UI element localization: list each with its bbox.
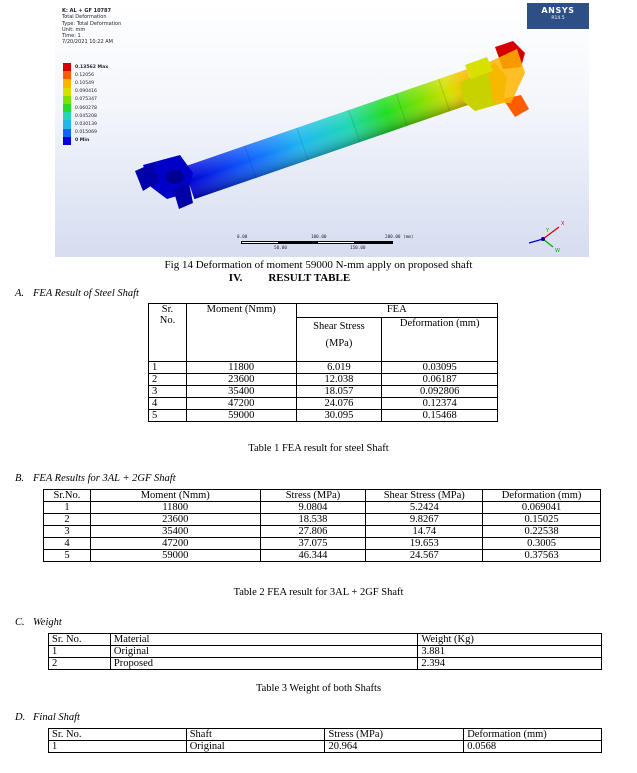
table-cell: 4 bbox=[44, 538, 91, 550]
table-cell: 5.2424 bbox=[366, 502, 483, 514]
table-row bbox=[149, 374, 498, 386]
table-row bbox=[149, 362, 498, 374]
table-cell: 11800 bbox=[186, 362, 296, 374]
legend-row: 0.10549 bbox=[63, 79, 108, 87]
legend-row: 0.060278 bbox=[63, 104, 108, 112]
legend-row: 0.015069 bbox=[63, 129, 108, 137]
table-cell: Original bbox=[186, 741, 325, 753]
table-cell: 0.15468 bbox=[382, 410, 498, 422]
legend-row: 0.030139 bbox=[63, 120, 108, 128]
header-shear: Shear Stress (MPa) bbox=[296, 318, 382, 362]
table-cell: 37.075 bbox=[260, 538, 366, 550]
header-material: Material bbox=[110, 634, 417, 646]
shaft-tube bbox=[183, 69, 478, 199]
table-cell: 18.538 bbox=[260, 514, 366, 526]
table-cell: 1 bbox=[49, 741, 187, 753]
header-moment: Moment (Nmm) bbox=[90, 490, 260, 502]
result-info-line: 7/20/2021 10:22 AM bbox=[62, 39, 113, 46]
header-deformation: Deformation (mm) bbox=[483, 490, 601, 502]
steel-shaft-table bbox=[148, 303, 498, 422]
axis-y-label: Y bbox=[546, 228, 550, 234]
table-cell: 4 bbox=[149, 398, 187, 410]
table-cell: 2 bbox=[49, 658, 111, 670]
axis-x-label: X bbox=[561, 221, 565, 227]
section-b-title: B. FEA Results for 3AL + 2GF Shaft bbox=[15, 473, 176, 484]
table-row bbox=[149, 398, 498, 410]
legend-row: 0.090416 bbox=[63, 88, 108, 96]
table-cell: 23600 bbox=[90, 514, 260, 526]
table-2-caption: Table 2 FEA result for 3AL + 2GF Shaft bbox=[233, 587, 404, 598]
table-cell: 59000 bbox=[90, 550, 260, 562]
table-cell: 18.057 bbox=[296, 386, 382, 398]
legend-row: 0.075347 bbox=[63, 96, 108, 104]
table-cell: 2 bbox=[149, 374, 187, 386]
header-deformation: Deformation (mm) bbox=[464, 729, 602, 741]
section-a-title: A. FEA Result of Steel Shaft bbox=[15, 288, 139, 299]
table-cell: 59000 bbox=[186, 410, 296, 422]
table-cell: 2 bbox=[44, 514, 91, 526]
table-cell: 47200 bbox=[186, 398, 296, 410]
table-cell: 0.3005 bbox=[483, 538, 601, 550]
table-header-row bbox=[149, 304, 498, 318]
scale-segment bbox=[317, 241, 355, 244]
header-stress: Stress (MPa) bbox=[260, 490, 366, 502]
result-info-line: Total Deformation bbox=[62, 14, 107, 21]
table-row bbox=[149, 410, 498, 422]
table-row bbox=[49, 646, 602, 658]
left-yoke bbox=[135, 155, 193, 209]
table-row bbox=[44, 514, 601, 526]
scale-segment bbox=[355, 241, 393, 244]
table-cell: 0.069041 bbox=[483, 502, 601, 514]
scale-label: 0.00 bbox=[237, 235, 248, 240]
table-cell: Original bbox=[110, 646, 417, 658]
scale-label: 150.00 bbox=[350, 246, 366, 251]
axis-z-label: W bbox=[555, 248, 560, 253]
table-row bbox=[44, 538, 601, 550]
header-sr: Sr. No. bbox=[149, 304, 187, 362]
ansys-logo: ANSYS R14.5 bbox=[527, 3, 589, 29]
section-heading bbox=[0, 272, 637, 284]
final-shaft-table bbox=[48, 728, 602, 753]
result-info-line: Unit: mm bbox=[62, 26, 86, 33]
weight-table bbox=[48, 633, 602, 670]
table-row bbox=[44, 502, 601, 514]
table-cell: 1 bbox=[44, 502, 91, 514]
legend-row: 0.13562 Max bbox=[63, 63, 108, 71]
result-title: K: AL + GF 10787 bbox=[62, 8, 111, 14]
table-cell: 20.964 bbox=[325, 741, 464, 753]
table-cell: 19.653 bbox=[366, 538, 483, 550]
table-cell: 0.15025 bbox=[483, 514, 601, 526]
scale-segment bbox=[241, 241, 279, 244]
heading-numeral: IV. bbox=[228, 272, 243, 284]
table-cell: 47200 bbox=[90, 538, 260, 550]
table-cell: 0.0568 bbox=[464, 741, 602, 753]
table-cell: 35400 bbox=[186, 386, 296, 398]
scale-label: 100.00 bbox=[311, 235, 327, 240]
table-row bbox=[44, 526, 601, 538]
table-cell: 1 bbox=[49, 646, 111, 658]
ansys-result-viewport bbox=[55, 3, 589, 257]
table-cell: Proposed bbox=[110, 658, 417, 670]
composite-shaft-table bbox=[43, 489, 601, 562]
table-3-caption: Table 3 Weight of both Shafts bbox=[255, 683, 382, 694]
right-yoke bbox=[460, 41, 529, 117]
result-info-line: Type: Total Deformation bbox=[62, 20, 122, 27]
figure-caption: Fig 14 Deformation of moment 59000 N-mm apply on proposed shaft bbox=[164, 259, 473, 271]
legend-row: 0.045208 bbox=[63, 112, 108, 120]
table-cell: 1 bbox=[149, 362, 187, 374]
table-cell: 30.095 bbox=[296, 410, 382, 422]
table-row bbox=[149, 386, 498, 398]
table-row bbox=[44, 550, 601, 562]
table-cell: 0.37563 bbox=[483, 550, 601, 562]
legend-row: 0.12056 bbox=[63, 71, 108, 79]
table-header-row bbox=[44, 490, 601, 502]
table-cell: 3.881 bbox=[418, 646, 602, 658]
header-shaft: Shaft bbox=[186, 729, 325, 741]
header-fea: FEA bbox=[296, 304, 497, 318]
heading-title: RESULT TABLE bbox=[268, 272, 351, 284]
header-weight: Weight (Kg) bbox=[418, 634, 602, 646]
header-sr: Sr. No. bbox=[49, 634, 111, 646]
legend-row: 0 Min bbox=[63, 137, 108, 145]
table-1-caption: Table 1 FEA result for steel Shaft bbox=[248, 443, 389, 454]
table-cell: 2.394 bbox=[418, 658, 602, 670]
header-sr: Sr. No. bbox=[49, 729, 187, 741]
section-c-title: C. Weight bbox=[15, 617, 62, 628]
header-sr: Sr.No. bbox=[44, 490, 91, 502]
result-info-line: Time: 1 bbox=[62, 33, 81, 40]
shaft-deformation-model bbox=[55, 3, 589, 257]
scale-segment bbox=[279, 241, 317, 244]
table-cell: 6.019 bbox=[296, 362, 382, 374]
scale-label: 200.00 (mm) bbox=[385, 235, 414, 240]
table-cell: 24.076 bbox=[296, 398, 382, 410]
table-header-row bbox=[49, 634, 602, 646]
table-cell: 14.74 bbox=[366, 526, 483, 538]
header-moment: Moment (Nmm) bbox=[186, 304, 296, 362]
table-cell: 0.22538 bbox=[483, 526, 601, 538]
table-cell: 0.06187 bbox=[382, 374, 498, 386]
table-cell: 5 bbox=[149, 410, 187, 422]
table-cell: 27.806 bbox=[260, 526, 366, 538]
table-cell: 9.0804 bbox=[260, 502, 366, 514]
table-cell: 3 bbox=[44, 526, 91, 538]
section-d-title: D. Final Shaft bbox=[15, 712, 80, 723]
table-cell: 35400 bbox=[90, 526, 260, 538]
table-cell: 24.567 bbox=[366, 550, 483, 562]
axis-triad-icon bbox=[525, 213, 570, 253]
table-cell: 46.344 bbox=[260, 550, 366, 562]
table-row bbox=[49, 741, 602, 753]
table-row bbox=[49, 658, 602, 670]
scale-label: 50.00 bbox=[274, 246, 287, 251]
header-deformation: Deformation (mm) bbox=[382, 318, 498, 362]
table-cell: 0.092806 bbox=[382, 386, 498, 398]
table-cell: 3 bbox=[149, 386, 187, 398]
table-cell: 5 bbox=[44, 550, 91, 562]
table-cell: 9.8267 bbox=[366, 514, 483, 526]
table-cell: 0.12374 bbox=[382, 398, 498, 410]
table-header-row bbox=[49, 729, 602, 741]
table-cell: 0.03095 bbox=[382, 362, 498, 374]
table-cell: 23600 bbox=[186, 374, 296, 386]
header-shear: Shear Stress (MPa) bbox=[366, 490, 483, 502]
header-stress: Stress (MPa) bbox=[325, 729, 464, 741]
table-cell: 12.038 bbox=[296, 374, 382, 386]
table-cell: 11800 bbox=[90, 502, 260, 514]
